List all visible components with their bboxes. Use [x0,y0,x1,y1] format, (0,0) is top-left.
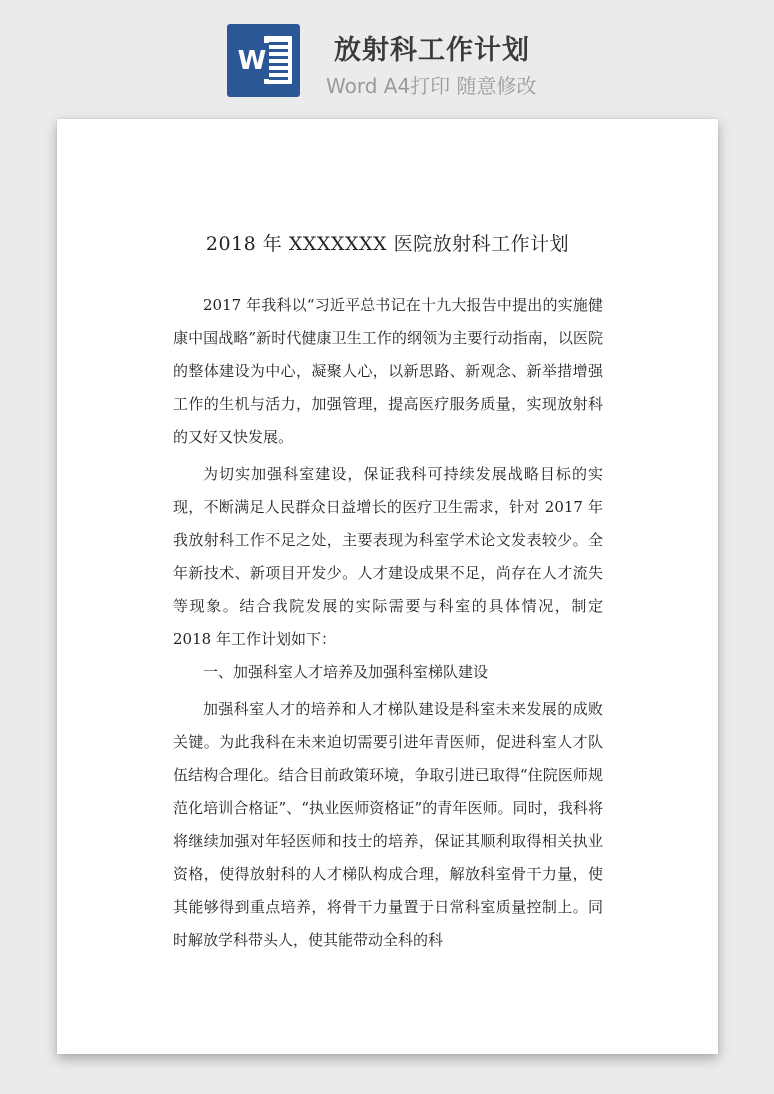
word-icon [227,24,300,97]
page-header [0,0,774,112]
watermark [87,459,119,503]
section-heading: 一、加强科室人才培养及加强科室梯队建设 [203,663,489,681]
header-title: 放射科工作计划 [334,35,530,66]
word-letter: W [235,43,269,79]
body-paragraph: 加强科室人才的培养和人才梯队建设是科室未来发展的成败关键。为此我科在未来迫切需要引进年青医师，促进科室人才队伍结构合理化。结合目前政策环境，争取引进已取得“住院医师规范化培训合格证”、“执业医师资格证”的青年医师。同时，我科将将继续加强对年轻医师和技士的培养，保证其顺利取得相关执业资格，使得放射科的人才梯队构成合理，解放科室骨干力量，使其能够得到重点培养，将骨干力量置于日常科室质量控制上。同时解放学科带头人，使其能带动全科的科 [173,700,603,949]
document-title: 2018 年 XXXXXXX 医院放射科工作计划 [205,233,570,255]
body-paragraph: 2017 年我科以“习近平总书记在十九大报告中提出的实施健康中国战略”新时代健康卫生工作的纲领为主要行动指南，以医院的整体建设为中心，凝聚人心，以新思路、新观念、新举措增强工作的生机与活力，加强管理，提高医疗服务质量，实现放射科的又好又快发展。 [173,296,603,446]
body-paragraph: 为切实加强科室建设，保证我科可持续发展战略目标的实现，不断满足人民群众日益增长的医疗卫生需求，针对 2017 年我放射科工作不足之处，主要表现为科室学术论文发表较少。全年新技术、新项目开发少。人才建设成果不足，尚存在人才流失等现象。结合我院发展的实际需要与科室的具体情况，制定 2018 年工作计划如下： [173,465,603,648]
document-body [173,289,603,957]
header-subtitle: Word A4打印 随意修改 [326,74,537,98]
document-page [57,119,718,1054]
